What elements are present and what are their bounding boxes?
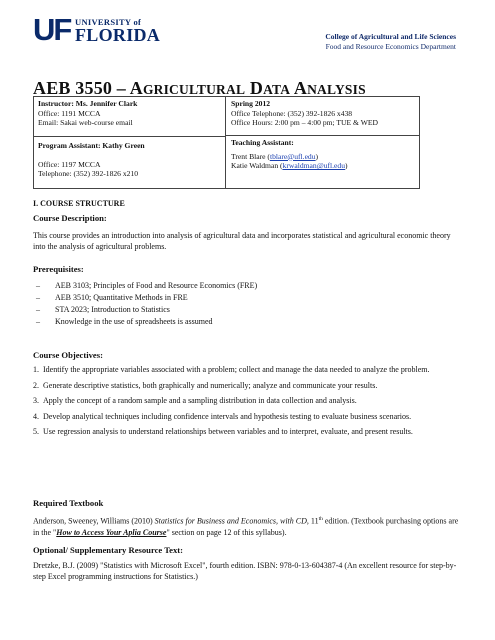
- program-assistant-cell: [38, 141, 145, 179]
- optional-text-heading: Optional/ Supplementary Resource Text:: [33, 545, 183, 555]
- department-header: [325, 32, 456, 52]
- objectives-heading: Course Objectives:: [33, 350, 103, 360]
- pa-office: Office: 1197 MCCA: [38, 159, 101, 169]
- office-hours: Office Hours: 2:00 pm – 4:00 pm; TUE & WED: [231, 118, 379, 127]
- college-name: College of Agricultural and Life Sciences: [325, 32, 456, 41]
- list-item: – AEB 3510; Quantitative Methods in FRE: [36, 293, 188, 302]
- course-description-text: This course provides an introduction into analysis of agricultural data and incorporates statistical and agricultural economic theory into the analysis of agricultural problems.: [33, 231, 451, 251]
- course-description-heading: Course Description:: [33, 213, 107, 223]
- section-heading: I. COURSE STRUCTURE: [33, 199, 125, 208]
- ta-trent-email-link[interactable]: tblare@ufl.edu: [269, 151, 316, 161]
- table-divider: [225, 135, 419, 136]
- term: Spring 2012: [231, 99, 271, 108]
- office-telephone: Office Telephone: (352) 392-1826 x438: [231, 108, 353, 118]
- instructor-name: Instructor: Ms. Jennifer Clark: [38, 99, 138, 108]
- list-item: – STA 2023; Introduction to Statistics: [36, 305, 170, 314]
- program-assistant: Program Assistant: Kathy Green: [38, 141, 145, 150]
- list-item: – AEB 3103; Principles of Food and Resource Economics (FRE): [36, 281, 258, 290]
- list-item: 1. Identify the appropriate variables associated with a problem; collect and manage the data needed to analyze the problem.: [33, 365, 430, 374]
- list-item: 4. Develop analytical techniques including confidence intervals and hypothesis testing to evaluate business scenarios.: [33, 411, 412, 421]
- course-code: AEB 3550 –: [33, 78, 127, 98]
- uf-logo: [33, 8, 161, 48]
- logo-uf-mark: UF: [33, 12, 71, 47]
- term-cell: [231, 99, 378, 128]
- ta-katie: Katie Waldman (krwaldman@ufl.edu): [231, 161, 348, 170]
- textbook-text: Anderson, Sweeney, Williams (2010) Statistics for Business and Economics, with CD, 11th edition. (Textbook purchasing options are in the "How to Access Your Aplia Course" section on page 12 of this syllabus).: [33, 516, 459, 537]
- list-item: – Knowledge in the use of spreadsheets is assumed: [36, 317, 213, 326]
- instructor-office: Office: 1191 MCCA: [38, 108, 101, 118]
- list-item: 2. Generate descriptive statistics, both graphically and numerically; analyze and communicate your results.: [33, 380, 378, 390]
- optional-text: Dretzke, B.J. (2009) "Statistics with Microsoft Excel", fourth edition. ISBN: 978-0-13-604387-4 (An excellent resource for step-by-step Excel programming instructions for Statistics.): [33, 561, 457, 581]
- list-item: 3. Apply the concept of a random sample and a sampling distribution in data collection and analysis.: [33, 396, 357, 405]
- teaching-assistant-label: Teaching Assistant:: [231, 138, 294, 147]
- prerequisites-heading: Prerequisites:: [33, 264, 84, 274]
- ta-katie-email-link[interactable]: krwaldman@ufl.edu: [282, 161, 345, 170]
- table-divider: [225, 97, 226, 188]
- instructor-cell: [38, 99, 137, 128]
- course-title: AEB 3550 – AGRICULTURAL DATA ANALYSIS: [33, 78, 366, 98]
- aplia-section-link[interactable]: How to Access Your Aplia Course: [56, 527, 167, 537]
- prerequisites-list: [33, 280, 257, 328]
- instructor-email: Email: Sakai web-course email: [38, 118, 133, 127]
- ta-trent: Trent Blare (tblare@ufl.edu): [231, 151, 319, 161]
- course-info-table: [33, 96, 420, 189]
- textbook-heading: Required Textbook: [33, 498, 104, 508]
- pa-telephone: Telephone: (352) 392-1826 x210: [38, 169, 139, 178]
- teaching-assistant-cell: [231, 138, 348, 171]
- department-name: Food and Resource Economics Department: [325, 42, 456, 51]
- list-item: 5. Use regression analysis to understand relationships between variables and to interpret, evaluate, and present results.: [33, 427, 413, 436]
- logo-university-text: UNIVERSITY of: [75, 17, 142, 27]
- table-divider: [34, 136, 225, 137]
- objectives-list: [33, 364, 465, 442]
- logo-florida-text: FLORIDA: [75, 25, 161, 45]
